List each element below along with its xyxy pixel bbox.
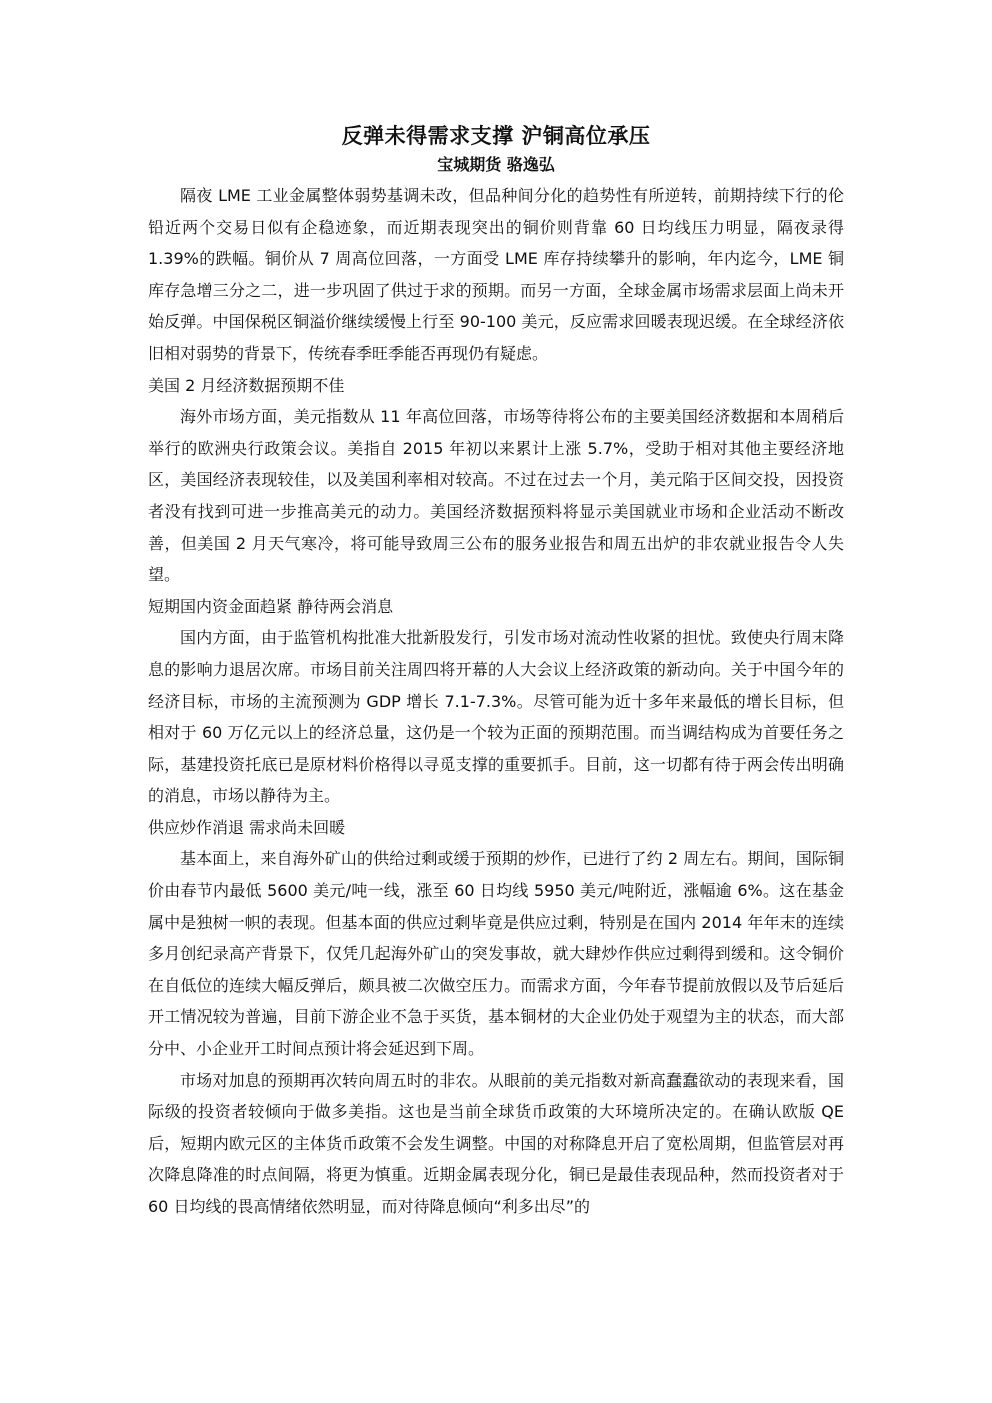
paragraph-overseas-market: 海外市场方面，美元指数从 11 年高位回落，市场等待将公布的主要美国经济数据和本周稍后举行的欧洲央行政策会议。美指自 2015 年初以来累计上涨 5.7%，受助于相对其他主要经济地区，美国经济表现较佳，以及美国利率相对较高。不过在过去一个月，美元陷于区间交投，因投资者没有找到可进一步推高美元的动力。美国经济数据预料将显示美国就业市场和企业活动不断改善，但美国 2 月天气寒冷，将可能导致周三公布的服务业报告和周五出炉的非农就业报告令人失望。 — [148, 407, 844, 585]
paragraph-intro: 隔夜 LME 工业金属整体弱势基调未改，但品种间分化的趋势性有所逆转，前期持续下行的伦铅近两个交易日似有企稳迹象，而近期表现突出的铜价则背靠 60 日均线压力明显，隔夜录得 1.39%的跌幅。铜价从 7 周高位回落，一方面受 LME 库存持续攀升的影响，年内迄今，LME 铜库存急增三分之二，进一步巩固了供过于求的预期。而另一方面，全球金属市场需求层面上尚未开始反弹。中国保税区铜溢价继续缓慢上行至 90-100 美元，反应需求回暖表现迟缓。在全球经济依旧相对弱势的背景下，传统春季旺季能否再现仍有疑虑。 — [148, 186, 844, 363]
document-page — [148, 120, 844, 1223]
paragraph-fundamentals: 基本面上，来自海外矿山的供给过剩或缓于预期的炒作，已进行了约 2 周左右。期间，国际铜价由春节内最低 5600 美元/吨一线，涨至 60 日均线 5950 美元/吨附近，涨幅逾 6%。这在基金属中是独树一帜的表现。但基本面的供应过剩毕竟是供应过剩，特别是在国内 2014 年年末的连续多月创纪录高产背景下，仅凭几起海外矿山的突发事故，就大肆炒作供应过剩得到缓和。这令铜价在自低位的连续大幅反弹后，颇具被二次做空压力。而需求方面，今年春节提前放假以及节后延后开工情况较为普遍，目前下游企业不急于买货，基本铜材的大企业仍处于观望为主的状态，而大部分中、小企业开工时间点预计将会延迟到下周。 — [148, 849, 844, 1059]
paragraph-rate-expectation: 市场对加息的预期再次转向周五时的非农。从眼前的美元指数对新高蠢蠢欲动的表现来看，国际级的投资者较倾向于做多美指。这也是当前全球货币政策的大环境所决定的。在确认欧版 QE 后，短期内欧元区的主体货币政策不会发生调整。中国的对称降息开启了宽松周期，但监管层对再次降息降准的时点间隔，将更为慎重。近期金属表现分化，铜已是最佳表现品种，然而投资者对于 60 日均线的畏高情绪依然明显，而对待降息倾向“利多出尽”的 — [148, 1070, 844, 1216]
document-title: 反弹未得需求支撑 沪铜高位承压 — [341, 124, 651, 148]
section-heading-domestic-funds: 短期国内资金面趋紧 静待两会消息 — [148, 596, 394, 616]
section-heading-us-data: 美国 2 月经济数据预期不佳 — [148, 375, 345, 395]
paragraph-domestic: 国内方面，由于监管机构批准大批新股发行，引发市场对流动性收紧的担忧。致使央行周末降息的影响力退居次席。市场目前关注周四将开幕的人大会议上经济政策的新动向。关于中国今年的经济目标，市场的主流预测为 GDP 增长 7.1-7.3%。尽管可能为近十多年来最低的增长目标，但相对于 60 万亿元以上的经济总量，这仍是一个较为正面的预期范围。而当调结构成为首要任务之际，基建投资托底已是原材料价格得以寻觅支撑的重要抓手。目前，这一切都有待于两会传出明确的消息，市场以静待为主。 — [148, 628, 844, 806]
document-author: 宝城期货 骆逸弘 — [437, 155, 555, 174]
section-heading-supply-demand: 供应炒作消退 需求尚未回暖 — [148, 817, 346, 837]
